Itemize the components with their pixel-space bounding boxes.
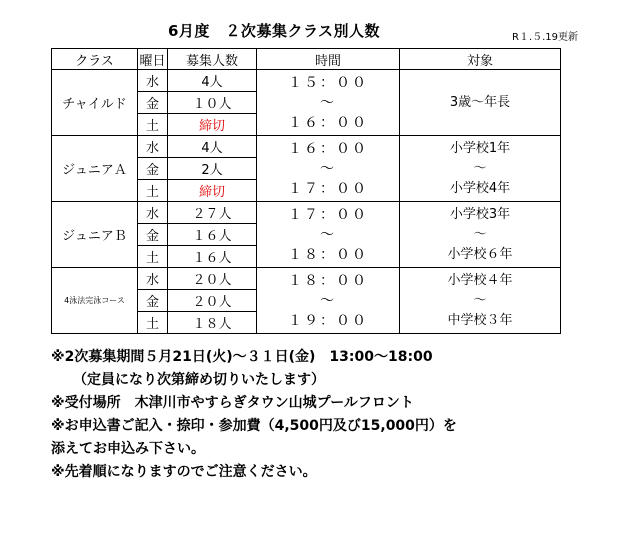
note-application: ※お申込書ご記入・捺印・参加費（4,500円及び15,000円）を [51,418,457,434]
class-name-cell: ジュニアＡ [52,136,138,202]
table-row [52,70,561,92]
count-cell: ２０人 [168,290,257,312]
time-end: １６：００ [288,114,368,131]
day-cell: 金 [138,224,168,246]
count-cell: 4人 [168,70,257,92]
target-line: 小学校４年 [447,272,513,288]
header-class: クラス [52,49,138,70]
page-title: 6月度 ２次募集クラス別人数 [168,22,380,40]
day-cell: 水 [138,202,168,224]
target-line: 小学校3年 [449,206,511,222]
updated-date: R１.５.19更新 [512,32,579,43]
time-start: １５：００ [288,74,368,91]
count-cell: 4人 [168,136,257,158]
target-line: 小学校1年 [449,140,511,156]
table-header-row [52,49,561,70]
class-name-cell: 4泳法完泳コース [52,268,138,334]
target-line: ～ [473,160,487,176]
count-cell: １８人 [168,312,257,334]
time-start: １６：００ [288,140,368,157]
count-cell-closed: 締切 [168,114,257,136]
note-first-come: ※先着順になりますのでご注意ください。 [51,464,317,480]
time-start: １８：００ [288,272,368,289]
time-start: １７：００ [288,206,368,223]
time-cell [257,268,400,334]
time-sep: ～ [320,292,336,309]
day-cell: 土 [138,312,168,334]
day-cell: 水 [138,70,168,92]
target-cell [400,70,561,136]
note-capacity: （定員になり次第締め切りいたします） [73,372,325,388]
count-cell: ２０人 [168,268,257,290]
day-cell: 水 [138,136,168,158]
note-period: ※2次募集期間５月21日(火)～３１日(金) 13:00～18:00 [51,349,433,365]
note-application-cont: 添えてお申込み下さい。 [51,441,205,457]
target-line: ～ [473,226,487,242]
time-cell [257,70,400,136]
header-count: 募集人数 [168,49,257,70]
count-cell: ２７人 [168,202,257,224]
class-name-cell: ジュニアＢ [52,202,138,268]
notes-block [51,346,457,484]
target-line: 中学校３年 [447,312,513,328]
count-cell: １６人 [168,246,257,268]
time-end: １７：００ [288,180,368,197]
table-row [52,136,561,158]
count-cell: １０人 [168,92,257,114]
header-time: 時間 [257,49,400,70]
time-sep: ～ [320,94,336,111]
target-line: 小学校６年 [447,246,513,262]
target-line: 小学校4年 [449,180,511,196]
day-cell: 金 [138,290,168,312]
day-cell: 金 [138,92,168,114]
target-line: 3歳～年長 [449,94,511,110]
time-cell [257,136,400,202]
day-cell: 水 [138,268,168,290]
time-cell [257,202,400,268]
time-end: １９：００ [288,312,368,329]
day-cell: 土 [138,180,168,202]
note-location: ※受付場所 木津川市やすらぎタウン山城プールフロント [51,395,414,411]
target-cell [400,202,561,268]
class-schedule-table [51,48,561,334]
header-day: 曜日 [138,49,168,70]
day-cell: 土 [138,246,168,268]
count-cell-closed: 締切 [168,180,257,202]
class-name-cell: チャイルド [52,70,138,136]
target-line: ～ [473,292,487,308]
table-row [52,202,561,224]
day-cell: 金 [138,158,168,180]
time-sep: ～ [320,226,336,243]
time-end: １８：００ [288,246,368,263]
day-cell: 土 [138,114,168,136]
count-cell: １６人 [168,224,257,246]
table-row [52,268,561,290]
count-cell: 2人 [168,158,257,180]
target-cell [400,136,561,202]
time-sep: ～ [320,160,336,177]
target-cell [400,268,561,334]
header-target: 対象 [400,49,561,70]
